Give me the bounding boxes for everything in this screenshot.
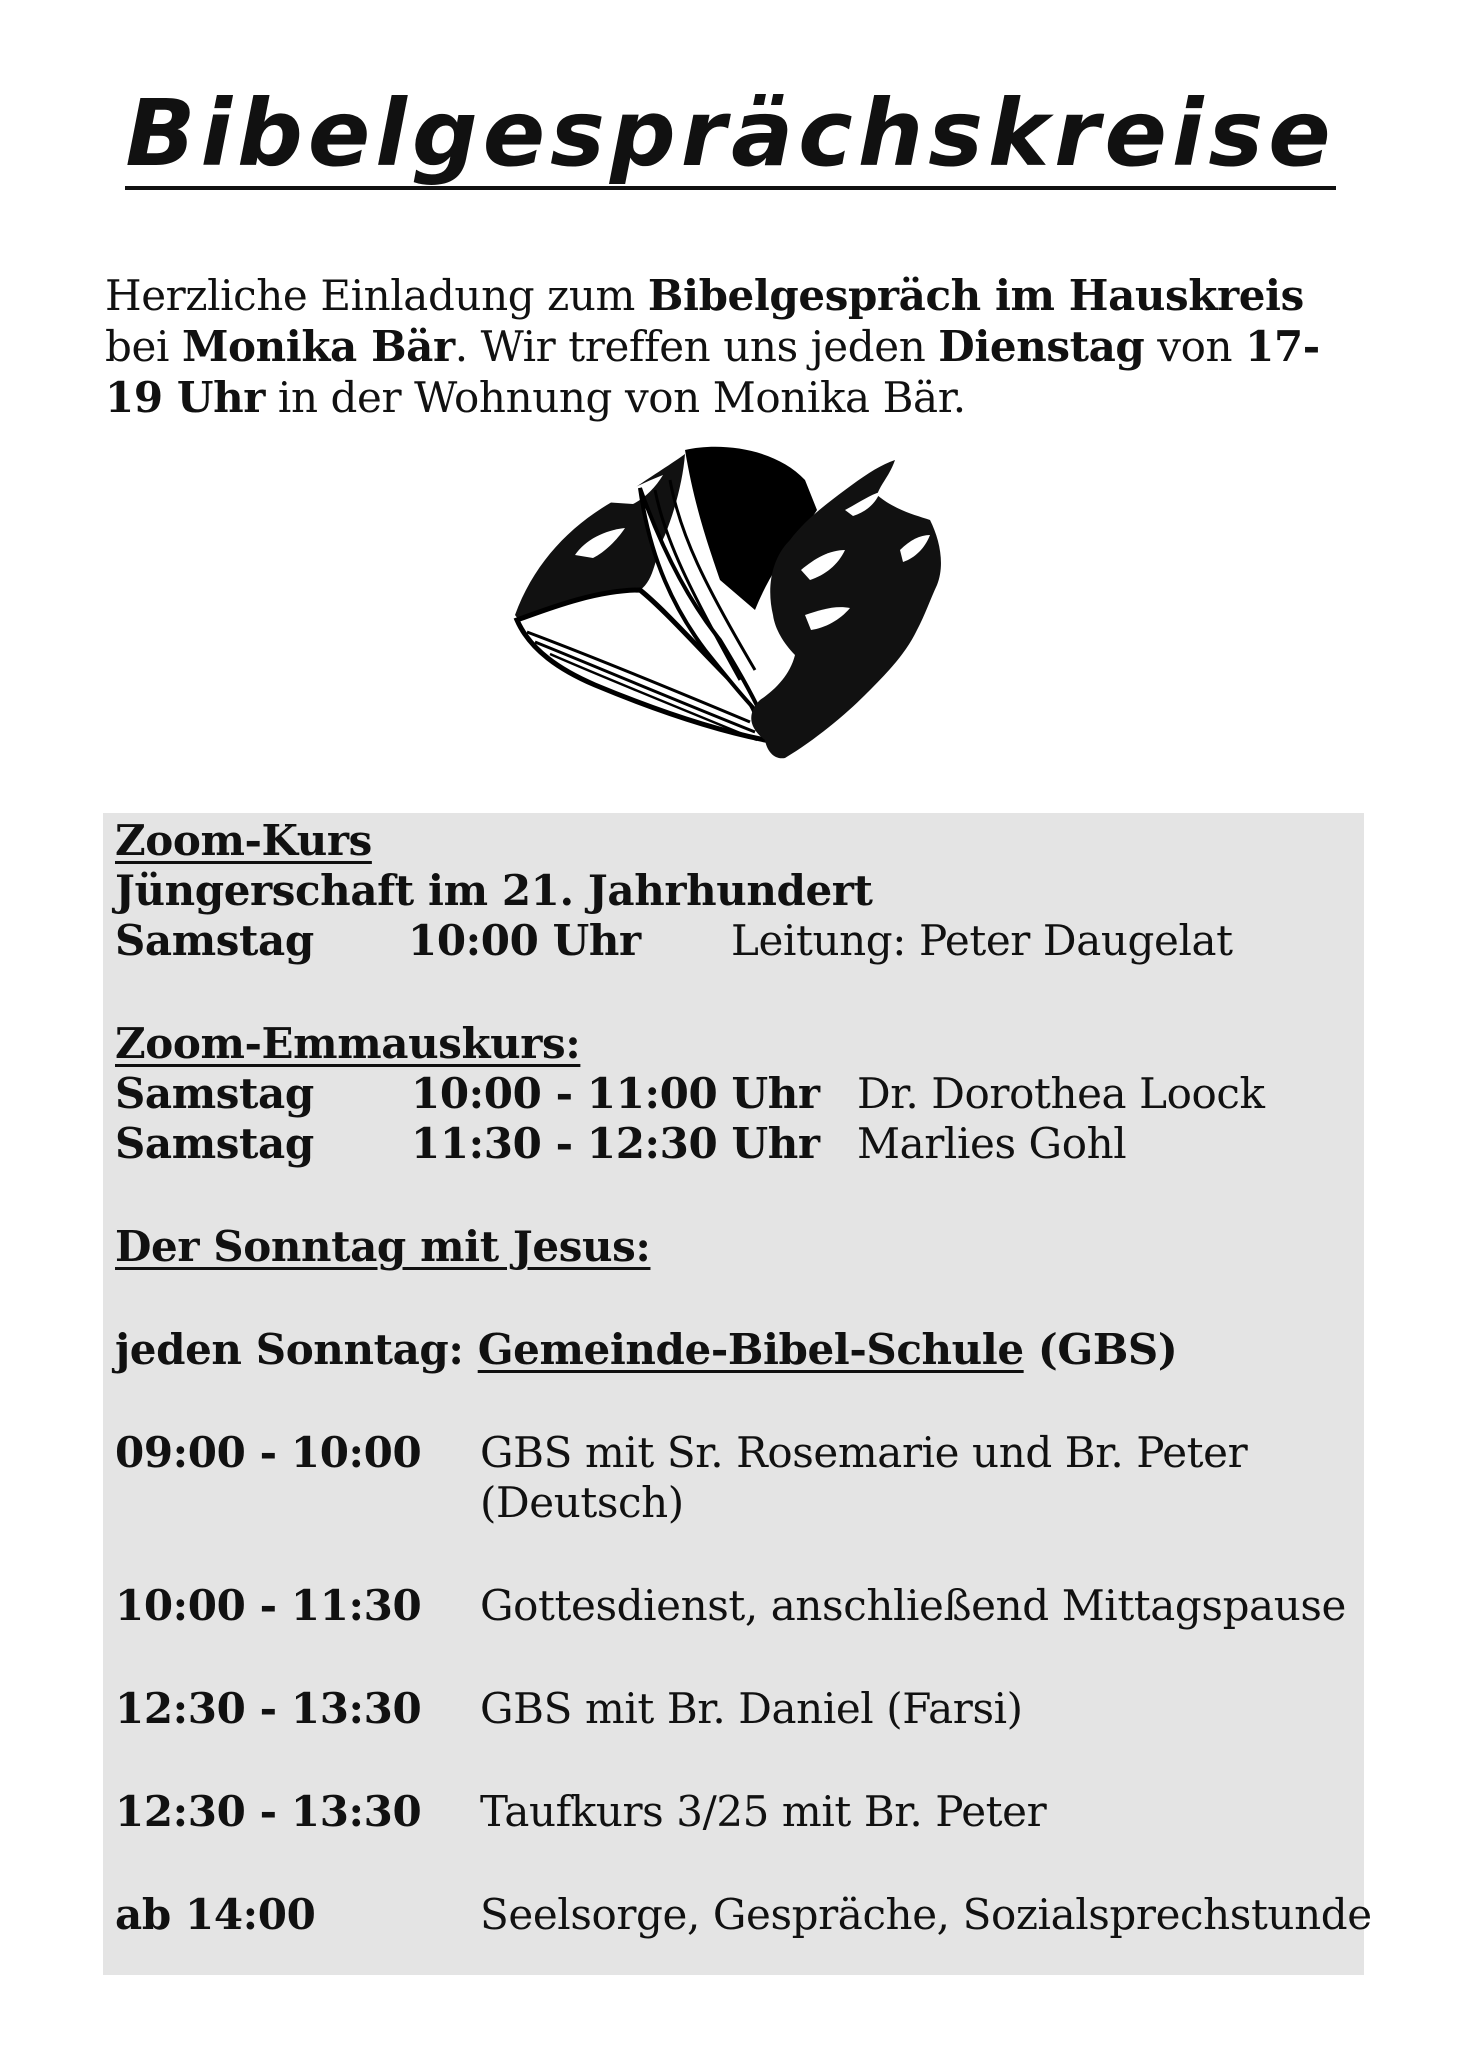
emmaus-row-2-leader: Marlies Gohl (857, 1119, 1127, 1168)
sunday-item-5-time: ab 14:00 (115, 1890, 316, 1939)
intro-text-2: bei (105, 322, 182, 371)
gbs-name: Gemeinde-Bibel-Schule (477, 1325, 1024, 1374)
zoom-kurs-heading: Zoom-Kurs (115, 816, 372, 865)
sunday-item-5-text: Seelsorge, Gespräche, Sozialsprechstunde (480, 1890, 1372, 1939)
page-title-text: Bibelgesprächskreise (125, 88, 1335, 190)
sunday-item-1-text-2: (Deutsch) (480, 1478, 684, 1527)
gbs-line (115, 1325, 1177, 1375)
zoom-kurs-subtitle: Jüngerschaft im 21. Jahrhundert (115, 866, 873, 915)
sunday-item-2-text: Gottesdienst, anschließend Mittagspause (480, 1581, 1346, 1630)
sunday-item-4-text: Taufkurs 3/25 mit Br. Peter (480, 1787, 1047, 1836)
sunday-item-4-time: 12:30 - 13:30 (115, 1787, 422, 1836)
hands-holding-bible-icon (505, 440, 960, 790)
zoom-kurs-time: 10:00 Uhr (408, 916, 641, 965)
sunday-item-1-time: 09:00 - 10:00 (115, 1428, 422, 1477)
gbs-prefix: jeden Sonntag: (115, 1325, 478, 1374)
intro-bold-host: Monika Bär (181, 322, 455, 371)
sunday-heading: Der Sonntag mit Jesus: (115, 1222, 651, 1271)
sunday-item-3-time: 12:30 - 13:30 (115, 1684, 422, 1733)
page-title (0, 80, 1461, 190)
intro-paragraph (105, 270, 1365, 423)
gbs-suffix: (GBS) (1023, 1325, 1178, 1374)
emmaus-row-2-day: Samstag (115, 1119, 314, 1168)
sunday-item-3-text: GBS mit Br. Daniel (Farsi) (480, 1684, 1023, 1733)
intro-bold-day: Dienstag (938, 322, 1145, 371)
sunday-item-2-time: 10:00 - 11:30 (115, 1581, 422, 1630)
sunday-item-1-text: GBS mit Sr. Rosemarie und Br. Peter (480, 1428, 1248, 1477)
intro-text-3: . Wir treffen uns jeden (454, 322, 939, 371)
intro-bold-hauskreis: Bibelgespräch im Hauskreis (647, 271, 1304, 320)
schedule-box (103, 813, 1372, 1975)
intro-text-4: von (1144, 322, 1246, 371)
emmaus-heading: Zoom-Emmauskurs: (115, 1019, 581, 1068)
emmaus-row-1-leader: Dr. Dorothea Loock (857, 1069, 1265, 1118)
intro-text-1: Herzliche Einladung zum (105, 271, 648, 320)
emmaus-row-2-time: 11:30 - 12:30 Uhr (411, 1119, 820, 1168)
emmaus-row-1-time: 10:00 - 11:00 Uhr (411, 1069, 820, 1118)
zoom-kurs-day: Samstag (115, 916, 314, 965)
emmaus-row-1-day: Samstag (115, 1069, 314, 1118)
intro-text-5: in der Wohnung von Monika Bär. (264, 373, 966, 422)
zoom-kurs-leader: Leitung: Peter Daugelat (731, 916, 1233, 965)
intro-bold-time: 17-19 Uhr (105, 322, 1320, 422)
